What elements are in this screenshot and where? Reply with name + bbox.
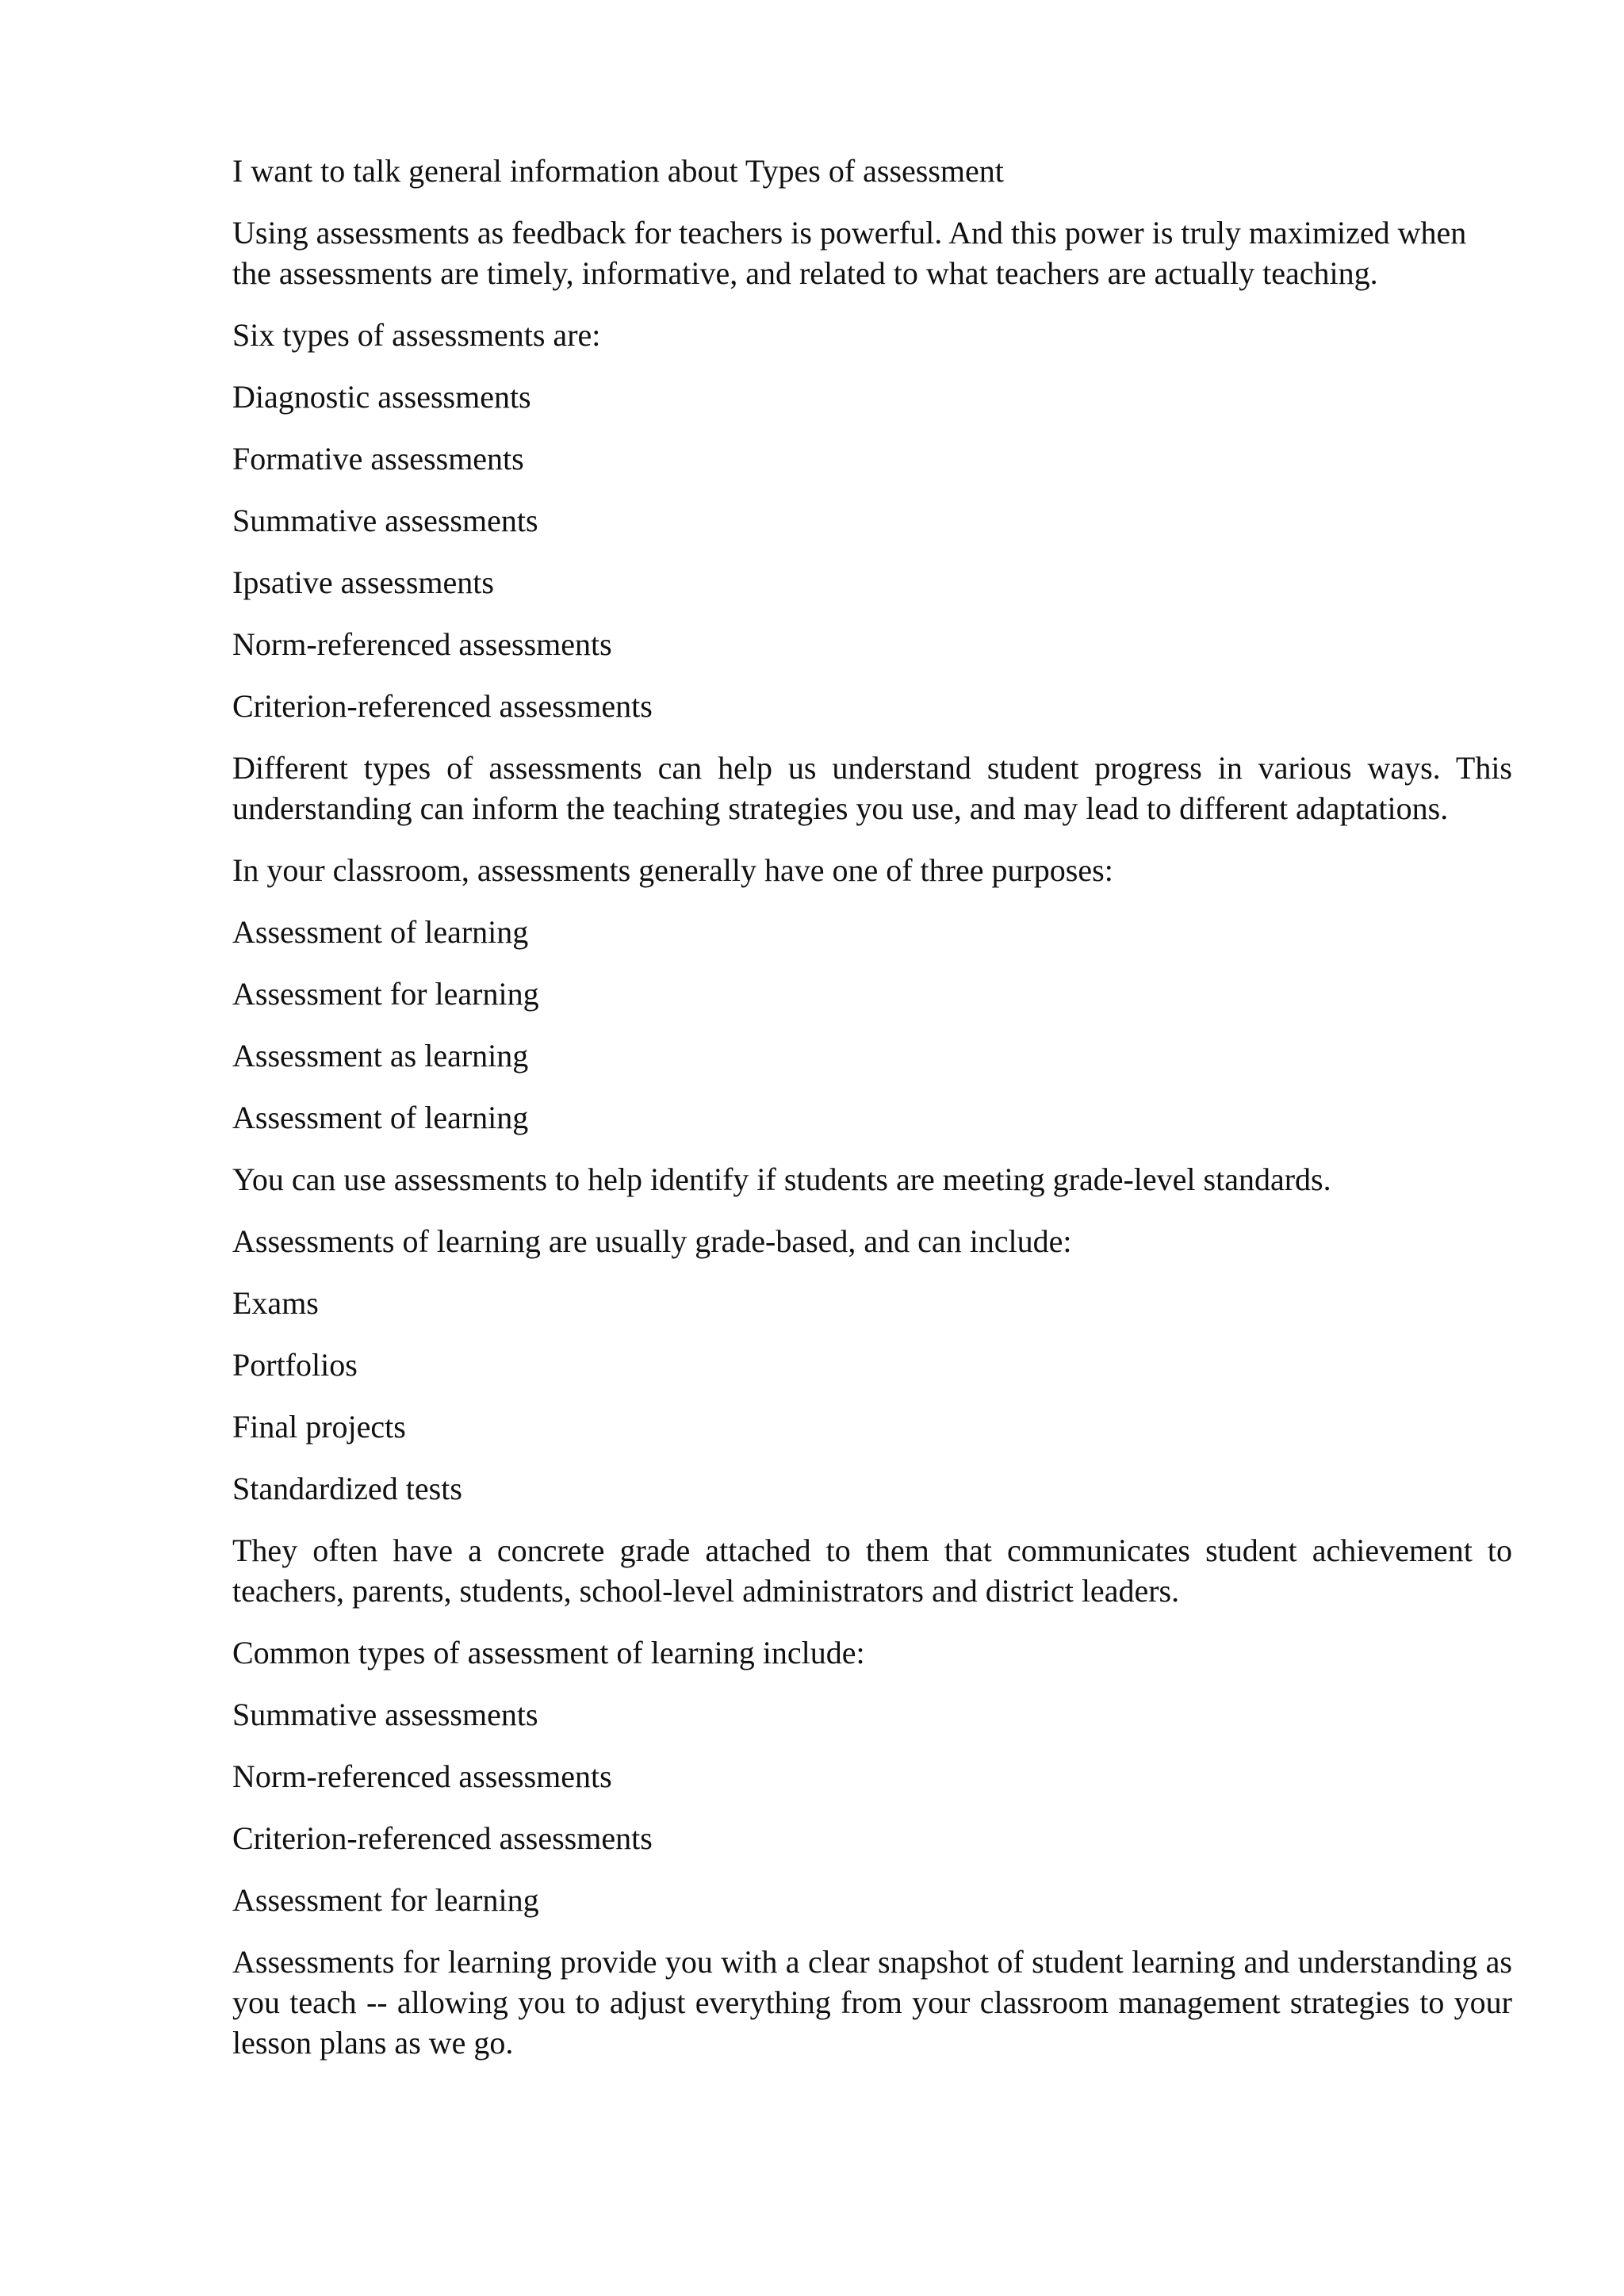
paragraph-intro: I want to talk general information about Types of assessment [232,153,1004,189]
list-item-criterion-referenced-2: Criterion-referenced assessments [232,1820,653,1856]
section-heading-assessment-of-learning: Assessment of learning [232,1100,529,1135]
paragraph-feedback: Using assessments as feedback for teachers is powerful. And this power is truly maximized when the assessments are timely, informative, and related to what teachers are actually teaching. [232,215,1467,291]
paragraph-different-types: Different types of assessments can help us understand student progress in various ways. This understanding can inform the teaching strategies you use, and may lead to different adaptations. [232,750,1512,826]
paragraph-concrete-grade: They often have a concrete grade attached to them that communicates student achievement to teachers, parents, students, school-level administrators and district leaders. [232,1533,1512,1609]
paragraph-grade-based: Assessments of learning are usually grade-based, and can include: [232,1223,1072,1259]
paragraph-grade-level-standards: You can use assessments to help identify if students are meeting grade-level standards. [232,1161,1331,1197]
paragraph-clear-snapshot: Assessments for learning provide you with a clear snapshot of student learning and understanding as you teach -- allowing you to adjust everything from your classroom management strategies to your lesson plans as we go. [232,1944,1512,2061]
list-item-final-projects: Final projects [232,1409,406,1445]
list-item-formative: Formative assessments [232,441,524,476]
list-item-norm-referenced-2: Norm-referenced assessments [232,1758,612,1794]
section-heading-assessment-for-learning: Assessment for learning [232,1882,539,1918]
list-item-standardized-tests: Standardized tests [232,1471,462,1506]
paragraph-common-types: Common types of assessment of learning include: [232,1635,865,1670]
list-item-assessment-of-learning: Assessment of learning [232,914,529,950]
list-item-norm-referenced: Norm-referenced assessments [232,626,612,662]
list-item-portfolios: Portfolios [232,1347,358,1383]
list-item-ipsative: Ipsative assessments [232,564,494,600]
list-item-assessment-as-learning: Assessment as learning [232,1038,529,1073]
list-item-criterion-referenced: Criterion-referenced assessments [232,688,653,724]
paragraph-six-types-heading: Six types of assessments are: [232,317,601,353]
list-item-summative-2: Summative assessments [232,1697,538,1732]
list-item-exams: Exams [232,1285,319,1321]
paragraph-three-purposes: In your classroom, assessments generally have one of three purposes: [232,852,1113,888]
list-item-diagnostic: Diagnostic assessments [232,379,531,415]
list-item-summative: Summative assessments [232,503,538,538]
list-item-assessment-for-learning: Assessment for learning [232,976,539,1012]
document-body [232,151,1512,2084]
